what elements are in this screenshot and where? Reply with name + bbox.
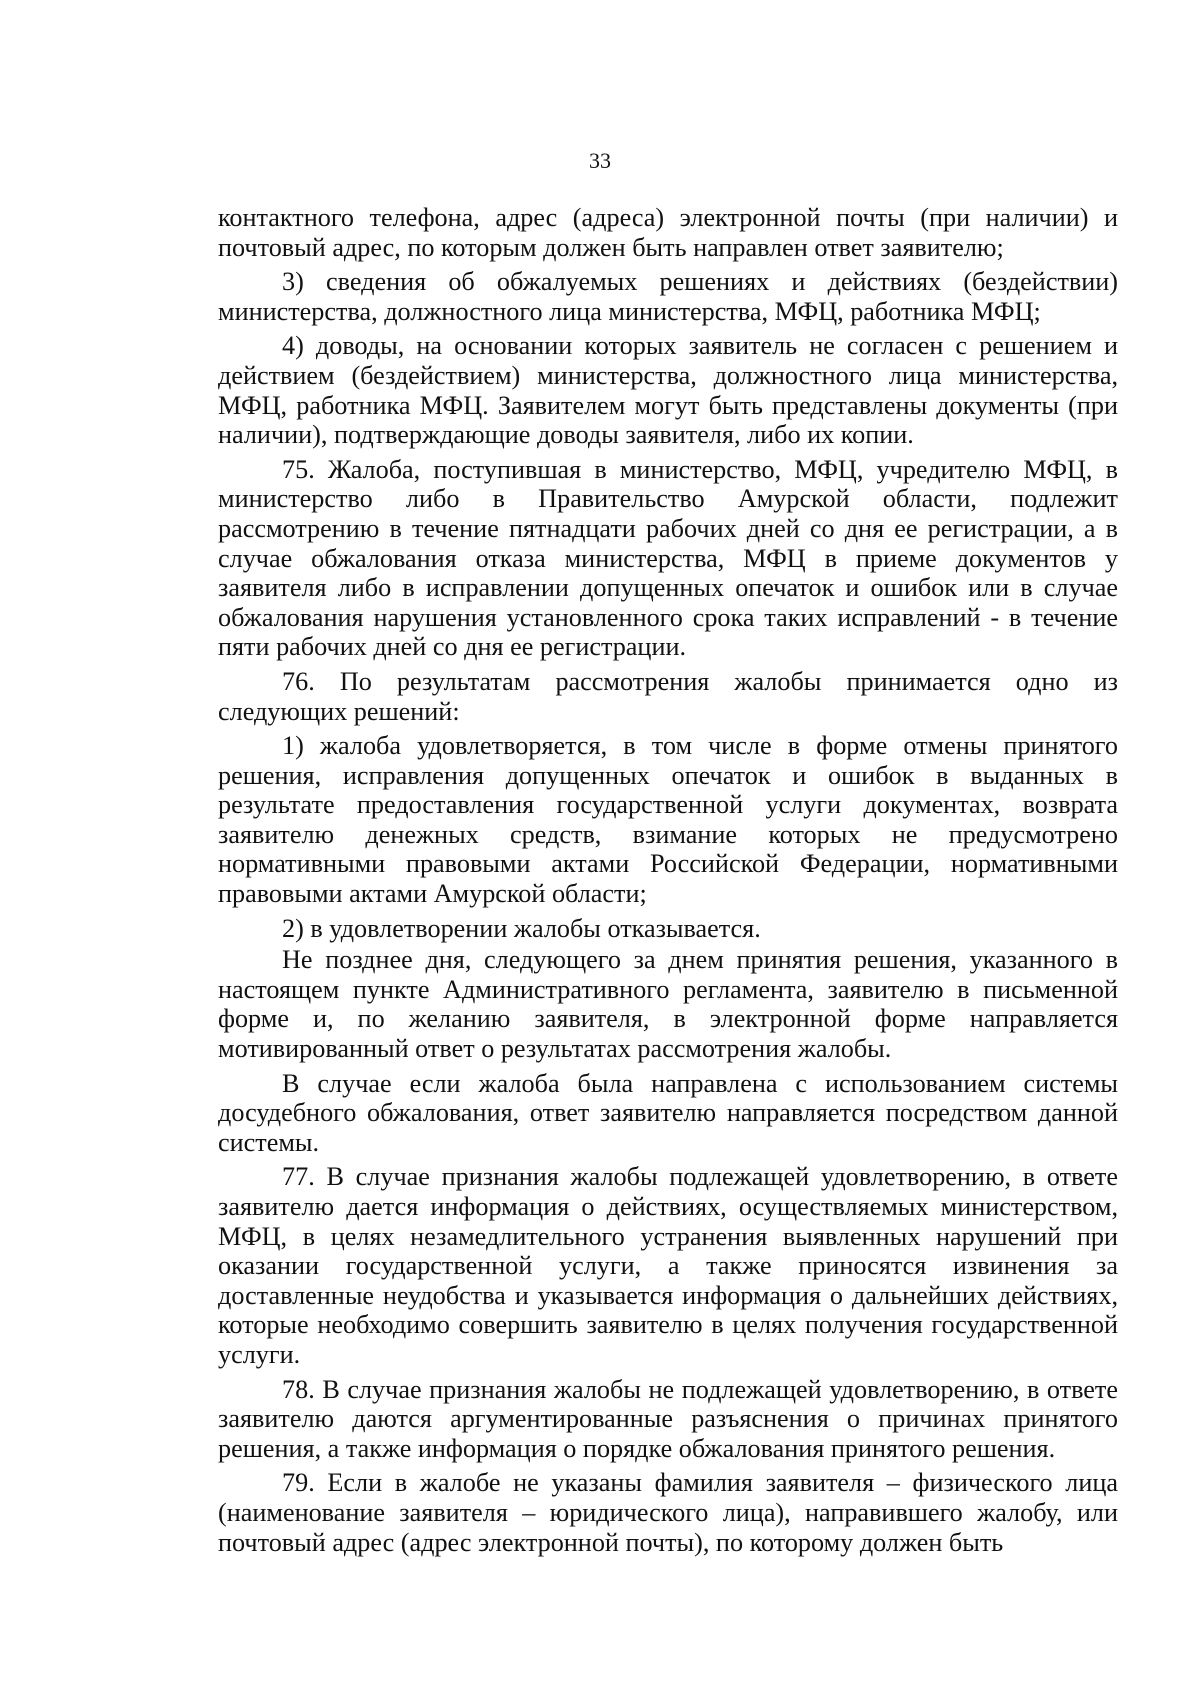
paragraph-response-deadline: Не позднее дня, следующего за днем принятия решения, указанного в настоящем пункте Административного регламента, заявителю в письменной форме и, по желанию заявителя, в электронной форме направляется мотивированный ответ о результатах рассмотрения жалобы. — [218, 945, 1118, 1064]
paragraph-item-3: 3) сведения об обжалуемых решениях и действиях (бездействии) министерства, должностного лица министерства, МФЦ, работника МФЦ; — [218, 267, 1118, 326]
paragraph-78: 78. В случае признания жалобы не подлежащей удовлетворению, в ответе заявителю даются аргументированные разъяснения о причинах принятого решения, а также информация о порядке обжалования принятого решения. — [218, 1374, 1118, 1463]
paragraph-pretrial-system: В случае если жалоба была направлена с использованием системы досудебного обжалования, ответ заявителю направляется посредством данной системы. — [218, 1068, 1118, 1157]
paragraph-75: 75. Жалоба, поступившая в министерство, МФЦ, учредителю МФЦ, в министерство либо в Правительство Амурской области, подлежит рассмотрению в течение пятнадцати рабочих дней со дня ее регистрации, а в случае обжалования отказа министерства, МФЦ в приеме документов у заявителя либо в исправлении допущенных опечаток и ошибок или в случае обжалования нарушения установленного срока таких исправлений - в течение пяти рабочих дней со дня ее регистрации. — [218, 454, 1118, 662]
paragraph-77: 77. В случае признания жалобы подлежащей удовлетворению, в ответе заявителю дается информация о действиях, осуществляемых министерством, МФЦ, в целях незамедлительного устранения выявленных нарушений при оказании государственной услуги, а также приносятся извинения за доставленные неудобства и указывается информация о дальнейших действиях, которые необходимо совершить заявителю в целях получения государственной услуги. — [218, 1162, 1118, 1369]
document-body — [218, 203, 1118, 1562]
paragraph-79: 79. Если в жалобе не указаны фамилия заявителя – физического лица (наименование заявителя – юридического лица), направившего жалобу, или почтовый адрес (адрес электронной почты), по которому должен быть — [218, 1468, 1118, 1557]
paragraph-item-4: 4) доводы, на основании которых заявитель не согласен с решением и действием (бездействием) министерства, должностного лица министерства, МФЦ, работника МФЦ. Заявителем могут быть представлены документы (при наличии), подтверждающие доводы заявителя, либо их копии. — [218, 331, 1118, 450]
paragraph-continuation: контактного телефона, адрес (адреса) электронной почты (при наличии) и почтовый адрес, по которым должен быть направлен ответ заявителю; — [218, 203, 1118, 262]
paragraph-76-item-1: 1) жалоба удовлетворяется, в том числе в форме отмены принятого решения, исправления допущенных опечаток и ошибок в выданных в результате предоставления государственной услуги документах, возврата заявителю денежных средств, взимание которых не предусмотрено нормативными правовыми актами Российской Федерации, нормативными правовыми актами Амурской области; — [218, 731, 1118, 909]
paragraph-76: 76. По результатам рассмотрения жалобы принимается одно из следующих решений: — [218, 666, 1118, 726]
page-number: 33 — [589, 148, 611, 173]
paragraph-76-item-2: 2) в удовлетворении жалобы отказывается. — [282, 913, 761, 943]
